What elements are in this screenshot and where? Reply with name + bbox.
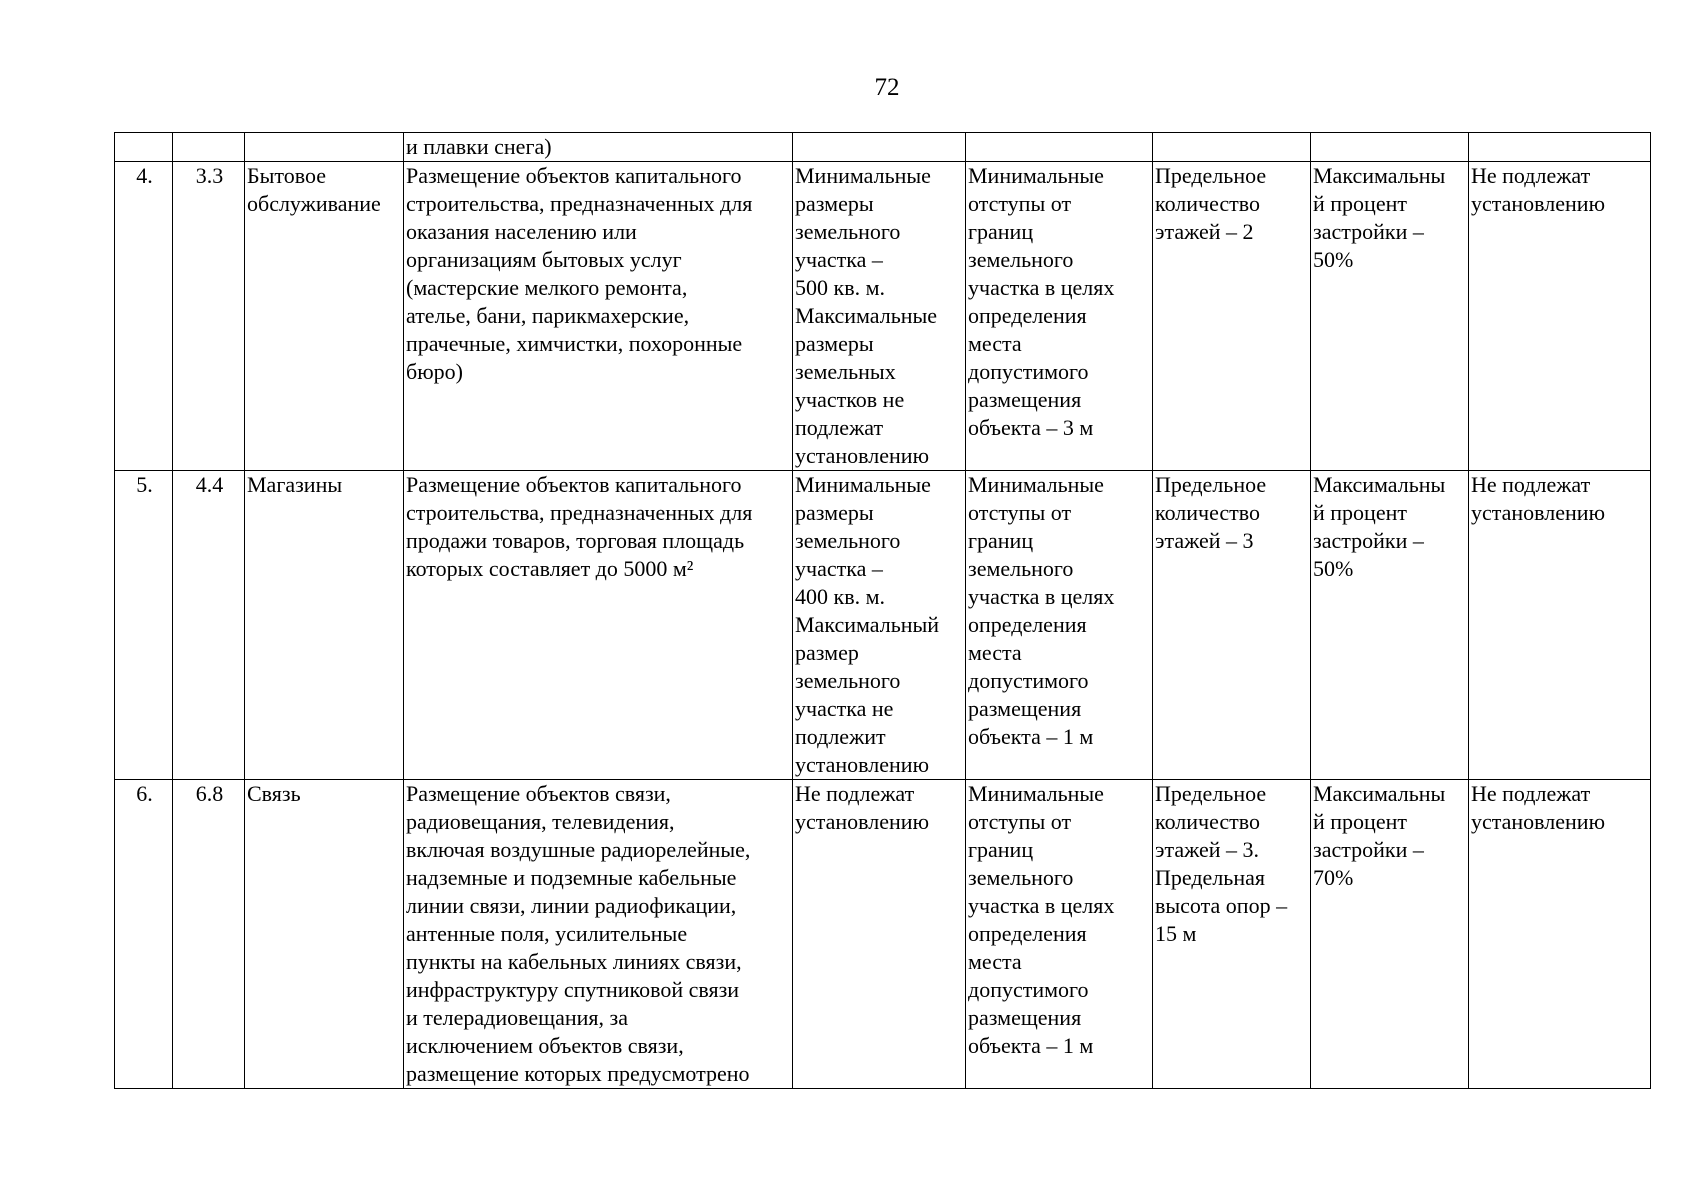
table-cell [1153, 133, 1311, 162]
table-cell-setbacks: Минимальные отступы от границ земельного участка в целях определения места допустимого размещения объекта – 1 м [966, 471, 1153, 780]
table-cell-other: Не подлежат установлению [1469, 780, 1651, 1089]
table-row [115, 162, 1651, 471]
table-cell [1469, 133, 1651, 162]
table-cell-name: Магазины [245, 471, 404, 780]
table-cell-floors: Предельное количество этажей – 3 [1153, 471, 1311, 780]
table-row [115, 471, 1651, 780]
table-cell-number: 4. [115, 162, 173, 471]
table-cell [173, 133, 245, 162]
table-cell-plot-size: Минимальные размеры земельного участка – 400 кв. м. Максимальный размер земельного участка не подлежит установлению [793, 471, 966, 780]
table-cell-coverage: Максимальны й процент застройки – 50% [1311, 162, 1469, 471]
table-cell [115, 133, 173, 162]
table-cell-plot-size: Не подлежат установлению [793, 780, 966, 1089]
table-cell [1311, 133, 1469, 162]
zoning-table [114, 132, 1651, 1089]
table-cell-description: Размещение объектов связи, радиовещания, телевидения, включая воздушные радиорелейные, надземные и подземные кабельные линии связи, линии радиофикации, антенные поля, усилительные пункты на кабельных линиях связи, инфраструктуру спутниковой связи и телерадиовещания, за исключением объектов связи, размещение которых предусмотрено [404, 780, 793, 1089]
table-cell [245, 133, 404, 162]
table-cell-description: и плавки снега) [404, 133, 793, 162]
table-cell-setbacks: Минимальные отступы от границ земельного участка в целях определения места допустимого размещения объекта – 3 м [966, 162, 1153, 471]
table-cell-name: Бытовое обслуживание [245, 162, 404, 471]
table-cell-coverage: Максимальны й процент застройки – 70% [1311, 780, 1469, 1089]
table-cell-floors: Предельное количество этажей – 2 [1153, 162, 1311, 471]
table-cell-coverage: Максимальны й процент застройки – 50% [1311, 471, 1469, 780]
table-cell-code: 4.4 [173, 471, 245, 780]
table-cell-setbacks: Минимальные отступы от границ земельного участка в целях определения места допустимого размещения объекта – 1 м [966, 780, 1153, 1089]
table-cell-description: Размещение объектов капитального строительства, предназначенных для оказания населению или организациям бытовых услуг (мастерские мелкого ремонта, ателье, бани, парикмахерские, прачечные, химчистки, похоронные бюро) [404, 162, 793, 471]
table-row [115, 780, 1651, 1089]
table-cell [793, 133, 966, 162]
table-cell-other: Не подлежат установлению [1469, 162, 1651, 471]
table-cell-number: 6. [115, 780, 173, 1089]
table-row-continuation [115, 133, 1651, 162]
table-cell-code: 6.8 [173, 780, 245, 1089]
table-cell-name: Связь [245, 780, 404, 1089]
table-cell-other: Не подлежат установлению [1469, 471, 1651, 780]
table-cell [966, 133, 1153, 162]
table-cell-code: 3.3 [173, 162, 245, 471]
page-number: 72 [874, 74, 900, 101]
table-cell-plot-size: Минимальные размеры земельного участка – 500 кв. м. Максимальные размеры земельных участков не подлежат установлению [793, 162, 966, 471]
table-cell-description: Размещение объектов капитального строительства, предназначенных для продажи товаров, торговая площадь которых составляет до 5000 м² [404, 471, 793, 780]
table-cell-number: 5. [115, 471, 173, 780]
table-cell-floors: Предельное количество этажей – 3. Предельная высота опор – 15 м [1153, 780, 1311, 1089]
